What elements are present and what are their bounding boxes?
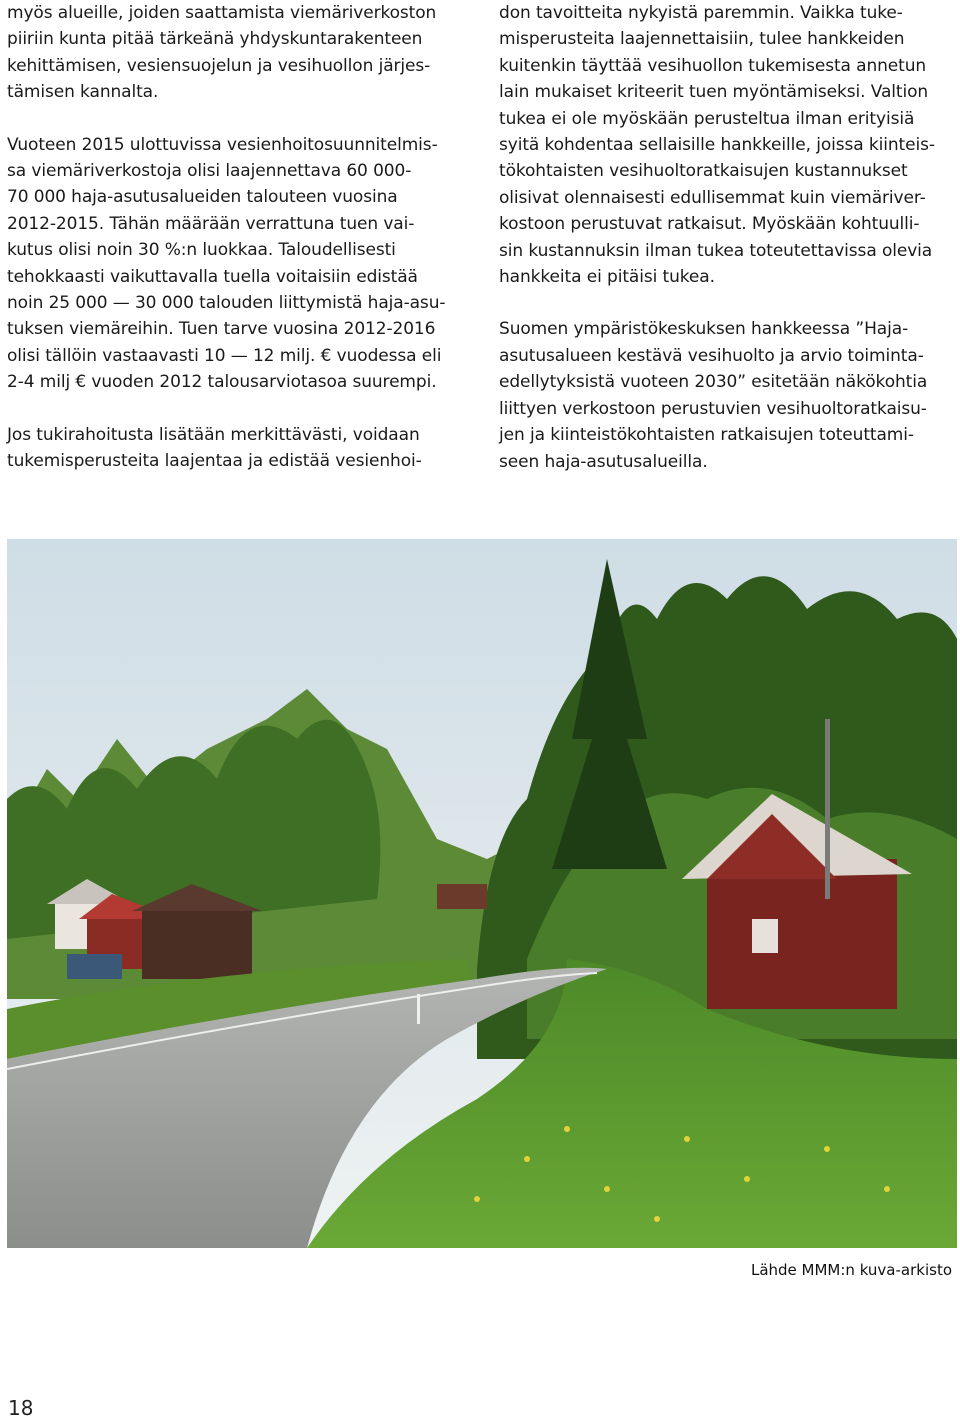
- rural-road-photo: [7, 539, 957, 1248]
- photo-illustration: [7, 539, 957, 1248]
- page-number: 18: [8, 1396, 34, 1420]
- left-column: [7, 0, 463, 475]
- right-paragraph-1: don tavoitteita nykyistä paremmin. Vaikka tuke- misperusteita laajennettaisiin, tulee hankkeiden kuitenkin täyttää vesihuollon tukemisesta annetun lain mukaiset kriteerit tuen myöntämiseksi. Valtion tukea ei ole myöskään perusteltua ilman erityisiä syitä kohdentaa sellaisille hankkeille, joissa kiinteis- tökohtaisten vesihuoltoratkaisujen kustannukset olisivat olennaisesti edullisemmat kuin viemäriver- kostoon perustuvat ratkaisut. Myöskään kohtuulli- sin kustannuksin ilman tukea toteutettavissa olevia hankkeita ei pitäisi tukea.: [499, 3, 935, 288]
- right-column: [499, 0, 955, 475]
- shed-blue: [67, 954, 122, 979]
- photo-caption: Lähde MMM:n kuva-arkisto: [750, 1261, 952, 1279]
- red-house: [707, 859, 897, 1009]
- barn-left: [142, 909, 252, 979]
- left-paragraph-1: myös alueille, joiden saattamista viemäriverkoston piiriin kunta pitää tärkeänä yhdyskuntarakenteen kehittämisen, vesiensuojelun ja vesihuollon järjes- tämisen kannalta.: [7, 3, 437, 103]
- right-paragraph-2: Suomen ympäristökeskuksen hankkeessa ”Haja- asutusalueen kestävä vesihuolto ja arvio toiminta- edellytyksistä vuoteen 2030” esitetään näkökohtia liittyen verkostoon perustuvien vesihuoltoratkaisu- jen ja kiinteistökohtaisten ratkaisujen toteuttami- seen haja-asutusalueilla.: [499, 319, 928, 472]
- left-paragraph-2: Vuoteen 2015 ulottuvissa vesienhoitosuunnitelmis- sa viemäriverkostoja olisi laajennettava 60 000- 70 000 haja-asutusalueiden talouteen vuosina 2012-2015. Tähän määrään verrattuna tuen vai- kutus olisi noin 30 %:n luokkaa. Taloudellisesti tehokkaasti vaikuttavalla tuella voitaisiin edistää noin 25 000 — 30 000 talouden liittymistä haja-asu- tuksen viemäreihin. Tuen tarve vuosina 2012-2016 olisi tällöin vastaavasti 10 — 12 milj. € vuodessa eli 2-4 milj € vuoden 2012 talousarviotasoa suurempi.: [7, 134, 446, 393]
- red-house-window: [752, 919, 778, 953]
- left-paragraph-3: Jos tukirahoitusta lisätään merkittävästi, voidaan tukemisperusteita laajentaa ja edistää vesienhoi-: [7, 424, 422, 472]
- light-pole: [825, 719, 830, 899]
- far-house: [437, 884, 487, 909]
- roadside-post: [417, 994, 420, 1024]
